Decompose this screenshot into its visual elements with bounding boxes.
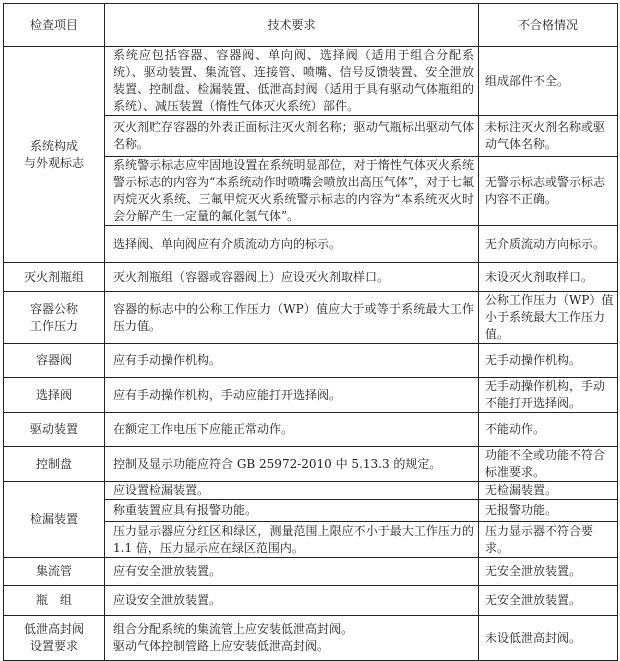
nonconformity: 无检漏装置。 (479, 482, 618, 500)
inspection-item: 检漏装置 (4, 482, 105, 558)
technical-requirement: 应有安全泄放装置。 (105, 558, 479, 586)
technical-requirement: 系统应包括容器、容器阀、单向阀、选择阀（适用于组合分配系统）、驱动装置、集流管、连接管、喷嘴、信号反馈装置、安全泄放装置、控制盘、检漏装置、低泄高封阀（适用于具有驱动气体瓶组的系统）、减压装置（惰性气体灭火系统）部件。 (105, 47, 479, 116)
nonconformity: 压力显示器不符合要求。 (479, 522, 618, 558)
inspection-item: 灭火剂瓶组 (4, 263, 105, 292)
nonconformity: 无警示标志或警示标志内容不正确。 (479, 157, 618, 226)
nonconformity: 无手动操作机构，手动不能打开选择阀。 (479, 378, 618, 413)
header-failure: 不合格情况 (479, 4, 618, 47)
technical-requirement: 控制及显示功能应符合 GB 25972-2010 中 5.13.3 的规定。 (105, 447, 479, 482)
nonconformity: 不能动作。 (479, 413, 618, 447)
nonconformity: 未标注灭火剂名称或驱动气体名称。 (479, 116, 618, 157)
table-row (4, 482, 618, 500)
table-row (4, 616, 618, 661)
technical-requirement: 应设置检漏装置。 (105, 482, 479, 500)
nonconformity: 无安全泄放装置。 (479, 558, 618, 586)
inspection-item: 容器阀 (4, 344, 105, 378)
technical-requirement: 系统警示标志应牢固地设置在系统明显部位，对于惰性气体灭火系统警示标志的内容为“本系统动作时喷嘴会喷放出高压气体”，对于七氟丙烷灭火系统、三氟甲烷灭火系统警示标志的内容为“本系统灭火时会分解产生一定量的氟化氢气体”。 (105, 157, 479, 226)
nonconformity: 无报警功能。 (479, 500, 618, 522)
technical-requirement: 应有手动操作机构，手动应能打开选择阀。 (105, 378, 479, 413)
header-requirement: 技术要求 (105, 4, 479, 47)
nonconformity: 功能不全或功能不符合标准要求。 (479, 447, 618, 482)
table-row (4, 263, 618, 292)
nonconformity: 公称工作压力（WP）值小于系统最大工作压力值。 (479, 292, 618, 344)
nonconformity: 无安全泄放装置。 (479, 586, 618, 616)
nonconformity: 无手动操作机构。 (479, 344, 618, 378)
inspection-item: 集流管 (4, 558, 105, 586)
technical-requirement: 选择阀、单向阀应有介质流动方向的标示。 (105, 226, 479, 263)
inspection-item: 瓶 组 (4, 586, 105, 616)
table-row (4, 413, 618, 447)
nonconformity: 无介质流动方向标示。 (479, 226, 618, 263)
inspection-item: 容器公称 工作压力 (4, 292, 105, 344)
table-row (4, 292, 618, 344)
inspection-item: 控制盘 (4, 447, 105, 482)
technical-requirement: 应有手动操作机构。 (105, 344, 479, 378)
table-row (4, 586, 618, 616)
table-row (4, 47, 618, 116)
technical-requirement: 容器的标志中的公称工作压力（WP）值应大于或等于系统最大工作压力值。 (105, 292, 479, 344)
technical-requirement: 在额定工作电压下应能正常动作。 (105, 413, 479, 447)
table-row (4, 378, 618, 413)
technical-requirement: 灭火剂贮存容器的外表正面标注灭火剂名称；驱动气瓶标出驱动气体名称。 (105, 116, 479, 157)
inspection-item: 系统构成 与外观标志 (4, 47, 105, 263)
table-row (4, 447, 618, 482)
technical-requirement: 组合分配系统的集流管上应安装低泄高封阀。 驱动气体控制管路上应安装低泄高封阀。 (105, 616, 479, 661)
inspection-item: 低泄高封阀 设置要求 (4, 616, 105, 661)
nonconformity: 组成部件不全。 (479, 47, 618, 116)
technical-requirement: 压力显示器应分红区和绿区，测量范围上限应不小于最大工作压力的 1.1 倍，压力显示应在绿区范围内。 (105, 522, 479, 558)
technical-requirement: 称重装置应具有报警功能。 (105, 500, 479, 522)
nonconformity: 未设低泄高封阀。 (479, 616, 618, 661)
inspection-table (3, 3, 618, 661)
inspection-item: 驱动装置 (4, 413, 105, 447)
header-item: 检查项目 (4, 4, 105, 47)
technical-requirement: 应设安全泄放装置。 (105, 586, 479, 616)
inspection-item: 选择阀 (4, 378, 105, 413)
technical-requirement: 灭火剂瓶组（容器或容器阀上）应设灭火剂取样口。 (105, 263, 479, 292)
table-row (4, 558, 618, 586)
table-header-row (4, 4, 618, 47)
table-row (4, 344, 618, 378)
nonconformity: 未设灭火剂取样口。 (479, 263, 618, 292)
